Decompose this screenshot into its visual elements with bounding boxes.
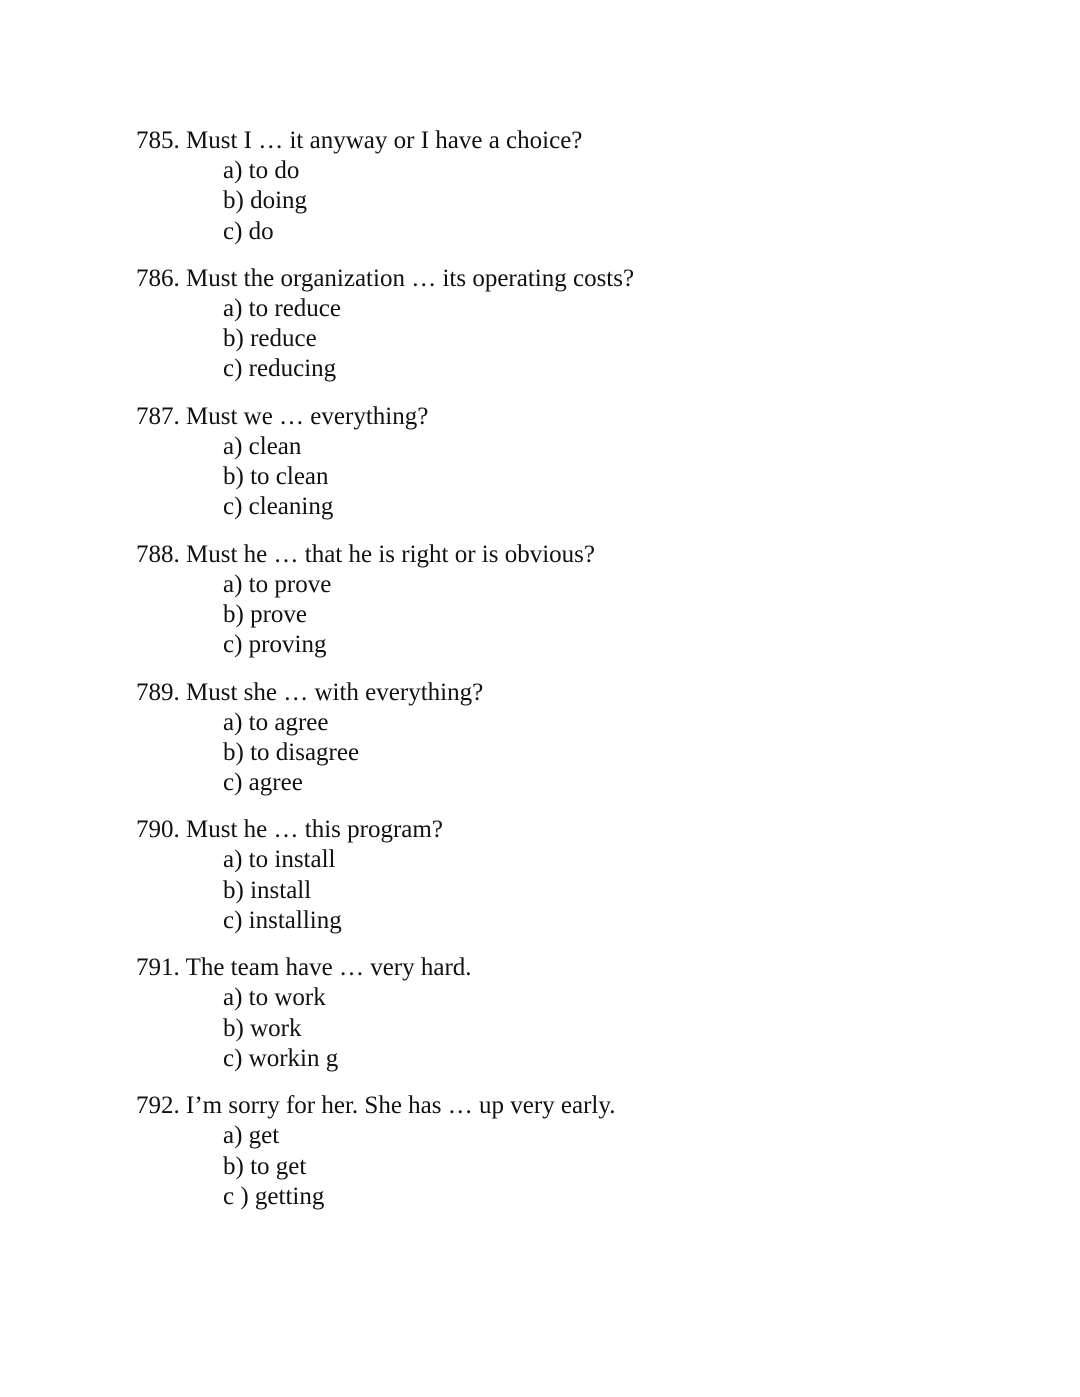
question-791 [136, 953, 1036, 1074]
question-stem [136, 540, 1036, 570]
question-stem [136, 126, 1036, 156]
option-a: a) to do [223, 157, 300, 184]
question-stem [136, 953, 1036, 983]
option-a: a) get [223, 1122, 280, 1150]
question-number: 788. [136, 540, 180, 568]
question-text: Must he … this program? [186, 816, 443, 844]
option-b: b) to clean [223, 463, 329, 491]
question-number: 791. [136, 954, 180, 982]
question-stem [136, 402, 1036, 432]
question-786 [136, 264, 1036, 385]
question-787 [136, 402, 1036, 523]
question-790 [136, 815, 1036, 936]
question-text: Must she … with everything? [186, 678, 484, 706]
option-c: c) cleaning [223, 493, 334, 521]
option-c: c) proving [223, 631, 327, 659]
question-text: Must we … everything? [186, 402, 429, 430]
option-c: c) workin g [223, 1044, 339, 1072]
option-b: b) reduce [223, 325, 317, 353]
question-792 [136, 1091, 1036, 1212]
option-b: b) to get [223, 1152, 307, 1180]
question-stem [136, 264, 1036, 294]
question-text: The team have … very hard. [185, 954, 472, 982]
question-number: 785. [136, 127, 180, 154]
question-stem [136, 678, 1036, 708]
option-a: a) to work [223, 984, 326, 1012]
option-b: b) work [223, 1014, 302, 1042]
question-stem [136, 815, 1036, 845]
question-text: I’m sorry for her. She has … up very early. [186, 1092, 616, 1120]
option-a: a) to prove [223, 570, 332, 598]
question-785 [136, 126, 1036, 247]
option-b: b) to disagree [223, 738, 360, 766]
option-a: a) to reduce [223, 294, 341, 322]
question-number: 789. [136, 678, 180, 706]
question-text: Must I … it anyway or I have a choice? [186, 127, 583, 154]
option-a: a) to install [223, 846, 336, 874]
question-list [136, 126, 1036, 1229]
question-number: 792. [136, 1092, 180, 1120]
option-c: c ) getting [223, 1182, 325, 1210]
option-b: b) doing [223, 187, 308, 215]
question-number: 787. [136, 402, 180, 430]
question-text: Must the organization … its operating costs? [186, 264, 635, 292]
question-text: Must he … that he is right or is obvious? [186, 540, 595, 568]
option-c: c) do [223, 217, 274, 245]
question-788 [136, 540, 1036, 661]
option-b: b) prove [223, 600, 307, 628]
option-a: a) to agree [223, 708, 329, 736]
question-number: 786. [136, 264, 180, 292]
question-stem [136, 1091, 1036, 1121]
option-b: b) install [223, 876, 312, 904]
option-a: a) clean [223, 432, 302, 460]
question-number: 790. [136, 816, 180, 844]
question-789 [136, 678, 1036, 799]
option-c: c) installing [223, 907, 342, 935]
option-c: c) agree [223, 769, 303, 797]
option-c: c) reducing [223, 355, 337, 383]
